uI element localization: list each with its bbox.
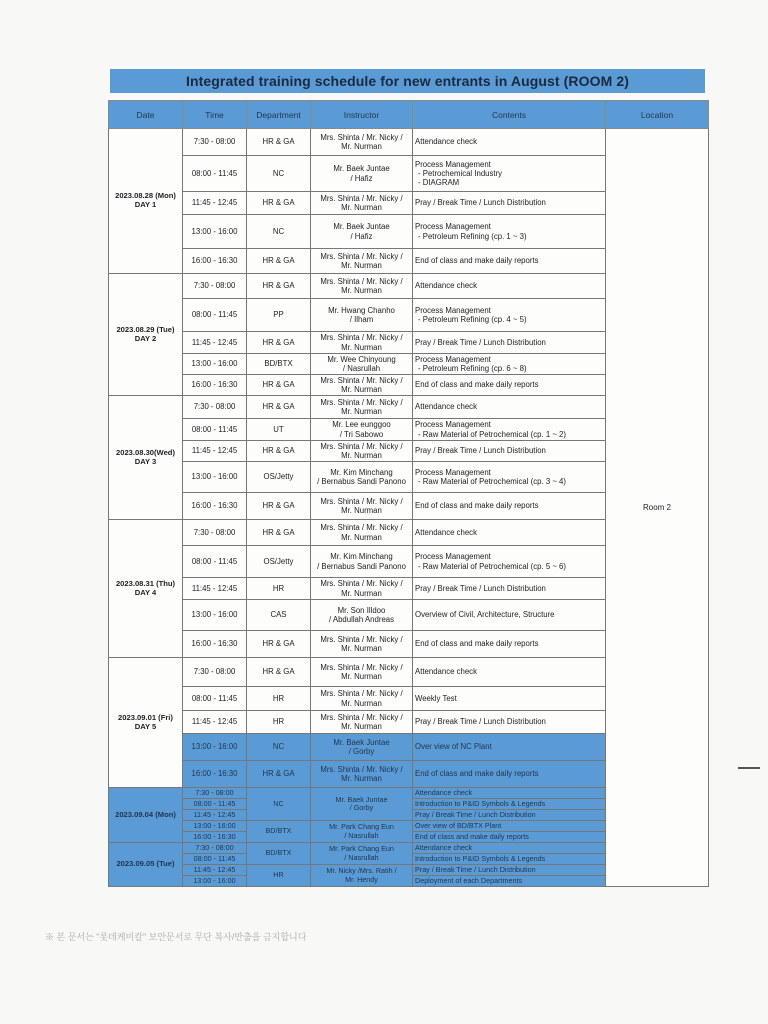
instructor-cell xyxy=(311,631,413,658)
text-line: Attendance check xyxy=(415,281,477,291)
text-line: / Nasrullah xyxy=(342,364,381,373)
date-label: 2023.09.01 (Fri) xyxy=(118,712,173,722)
time-cell: 11:45 - 12:45 xyxy=(183,810,247,821)
time-cell: 08:00 - 11:45 xyxy=(183,687,247,711)
instructor-cell xyxy=(311,299,413,332)
department-cell: HR & GA xyxy=(247,658,311,687)
date-cell: 2023.09.05 (Tue) xyxy=(109,843,183,887)
contents-cell xyxy=(413,761,606,788)
contents-cell xyxy=(413,156,606,192)
table-header-row xyxy=(109,101,709,129)
contents-cell xyxy=(413,462,606,493)
header-instructor: Instructor xyxy=(311,101,413,129)
instructor-cell xyxy=(311,658,413,687)
contents-cell xyxy=(413,687,606,711)
text-line: / Nasrullah xyxy=(344,830,379,840)
date-cell xyxy=(109,274,183,396)
text-line: Process Management xyxy=(415,552,491,562)
text-line: End of class and make daily reports xyxy=(415,256,539,266)
time-cell: 11:45 - 12:45 xyxy=(183,578,247,600)
department-cell: HR & GA xyxy=(247,332,311,354)
instructor-cell xyxy=(311,129,413,156)
contents-cell xyxy=(413,600,606,631)
time-cell: 13:00 - 16:00 xyxy=(183,215,247,249)
time-cell: 16:00 - 16:30 xyxy=(183,761,247,788)
text-line: Overview of Civil, Architecture, Structure xyxy=(415,610,555,620)
text-line: Mr. Baek Juntae xyxy=(333,222,390,232)
text-line: Mr. Baek Juntae xyxy=(335,794,388,804)
text-line: Mrs. Shinta / Mr. Nicky / xyxy=(320,333,403,343)
contents-cell xyxy=(413,658,606,687)
text-line: Mrs. Shinta / Mr. Nicky / xyxy=(320,441,403,451)
text-line: Mrs. Shinta / Mr. Nicky / xyxy=(320,579,403,589)
text-line: End of class and make daily reports xyxy=(415,769,539,779)
text-line: / Gorby xyxy=(349,803,374,812)
department-cell: BD/BTX xyxy=(247,821,311,843)
date-label: 2023.08.28 (Mon) xyxy=(115,191,176,201)
department-cell: HR xyxy=(247,865,311,887)
contents-cell: Attendance check xyxy=(413,788,606,799)
contents-cell xyxy=(413,419,606,441)
instructor-cell xyxy=(311,687,413,711)
text-line: Mr. Hendy xyxy=(345,874,378,884)
contents-cell xyxy=(413,299,606,332)
time-cell: 11:45 - 12:45 xyxy=(183,441,247,462)
text-line: / Bernabus Sandi Panono xyxy=(317,477,406,486)
time-cell: 11:45 - 12:45 xyxy=(183,332,247,354)
instructor-cell xyxy=(311,546,413,578)
time-cell: 7:30 - 08:00 xyxy=(183,788,247,799)
date-label: 2023.08.30(Wed) xyxy=(116,447,175,457)
time-cell: 08:00 - 11:45 xyxy=(183,299,247,332)
text-line: Attendance check xyxy=(415,137,477,147)
instructor-cell xyxy=(311,354,413,375)
date-cell: 2023.09.04 (Mon) xyxy=(109,788,183,843)
text-line: Mr. Nurman xyxy=(341,698,382,708)
department-cell: HR & GA xyxy=(247,520,311,546)
time-cell: 13:00 - 16:00 xyxy=(183,821,247,832)
contents-cell: Over view of BD/BTX Plant xyxy=(413,821,606,832)
text-line: Mr. Kim Minchang xyxy=(330,552,393,562)
text-line: End of class and make daily reports xyxy=(415,639,539,649)
text-line: Mrs. Shinta / Mr. Nicky / xyxy=(320,689,403,699)
text-line: Mrs. Shinta / Mr. Nicky / xyxy=(320,193,403,203)
text-line: - Petroleum Refining (cp. 6 ~ 8) xyxy=(418,364,527,373)
time-cell: 7:30 - 08:00 xyxy=(183,396,247,419)
time-cell: 7:30 - 08:00 xyxy=(183,274,247,299)
text-line: Pray / Break Time / Lunch Distribution xyxy=(415,198,546,208)
time-cell: 16:00 - 16:30 xyxy=(183,493,247,520)
instructor-cell xyxy=(311,462,413,493)
text-line: Mr. Baek Juntae xyxy=(333,164,390,174)
header-department: Department xyxy=(247,101,311,129)
text-line: Mr. Nurman xyxy=(341,286,382,295)
text-line: Mrs. Shinta / Mr. Nicky / xyxy=(320,397,403,407)
department-cell: HR xyxy=(247,711,311,734)
time-cell: 11:45 - 12:45 xyxy=(183,865,247,876)
text-line: - Raw Material of Petrochemical (cp. 1 ~ 2) xyxy=(418,429,566,439)
text-line: Process Management xyxy=(415,222,491,232)
text-line: - Petroleum Refining (cp. 1 ~ 3) xyxy=(418,231,527,241)
text-line: End of class and make daily reports xyxy=(415,501,539,511)
contents-cell xyxy=(413,375,606,396)
text-line: Attendance check xyxy=(415,667,477,677)
contents-cell xyxy=(413,249,606,274)
header-location: Location xyxy=(606,101,709,129)
department-cell: HR & GA xyxy=(247,375,311,396)
text-line: Process Management xyxy=(415,420,491,430)
instructor-cell xyxy=(311,520,413,546)
text-line: Mrs. Shinta / Mr. Nicky / xyxy=(320,662,403,672)
margin-mark xyxy=(738,767,760,769)
contents-cell: Deployment of each Departments xyxy=(413,876,606,887)
day-label: DAY 3 xyxy=(134,456,157,466)
time-cell: 16:00 - 16:30 xyxy=(183,631,247,658)
time-cell: 08:00 - 11:45 xyxy=(183,854,247,865)
date-cell xyxy=(109,658,183,788)
text-line: Pray / Break Time / Lunch Distribution xyxy=(415,583,546,593)
text-line: - Raw Material of Petrochemical (cp. 5 ~ 6) xyxy=(418,561,566,571)
contents-cell xyxy=(413,546,606,578)
time-cell: 11:45 - 12:45 xyxy=(183,192,247,215)
text-line: Mr. Nurman xyxy=(341,342,382,352)
contents-cell: End of class and make daily reports xyxy=(413,832,606,843)
text-line: Process Management xyxy=(415,305,491,315)
text-line: / Tri Sabowo xyxy=(339,429,384,439)
text-line: / Abdullah Andreas xyxy=(328,615,395,624)
department-cell: OS/Jetty xyxy=(247,546,311,578)
contents-cell xyxy=(413,215,606,249)
text-line: - Petroleum Refining (cp. 4 ~ 5) xyxy=(418,315,527,324)
instructor-cell xyxy=(311,249,413,274)
text-line: Mr. Nurman xyxy=(341,385,382,394)
instructor-cell xyxy=(311,441,413,462)
department-cell: HR & GA xyxy=(247,761,311,788)
text-line: Pray / Break Time / Lunch Distribution xyxy=(415,337,546,347)
text-line: - DIAGRAM xyxy=(418,178,460,188)
instructor-cell xyxy=(311,396,413,419)
text-line: Mr. Lee eunggoo xyxy=(332,420,391,430)
text-line: Mrs. Shinta / Mr. Nicky / xyxy=(320,523,403,533)
contents-cell xyxy=(413,493,606,520)
time-cell: 13:00 - 16:00 xyxy=(183,876,247,887)
text-line: Mr. Kim Minchang xyxy=(330,467,393,477)
date-label: 2023.08.31 (Thu) xyxy=(115,578,176,588)
text-line: Process Management xyxy=(415,354,491,364)
time-cell: 13:00 - 16:00 xyxy=(183,354,247,375)
time-cell: 13:00 - 16:00 xyxy=(183,462,247,493)
text-line: Over view of NC Plant xyxy=(415,742,492,752)
instructor-cell xyxy=(311,761,413,788)
text-line: - Raw Material of Petrochemical (cp. 3 ~ 4) xyxy=(418,477,566,486)
time-cell: 11:45 - 12:45 xyxy=(183,711,247,734)
security-footer: ※ 본 문서는 "롯데케미칼" 보안문서로 무단 복사/반출을 금지합니다 xyxy=(45,932,307,942)
header-time: Time xyxy=(183,101,247,129)
contents-cell: Introduction to P&ID Symbols & Legends xyxy=(413,854,606,865)
text-line: Mrs. Shinta / Mr. Nicky / xyxy=(320,375,403,385)
instructor-cell xyxy=(311,734,413,761)
text-line: Pray / Break Time / Lunch Distribution xyxy=(415,717,546,727)
time-cell: 13:00 - 16:00 xyxy=(183,734,247,761)
contents-cell xyxy=(413,631,606,658)
page-title: Integrated training schedule for new entrants in August (ROOM 2) xyxy=(110,69,705,93)
text-line: / Bernabus Sandi Panono xyxy=(317,561,406,571)
text-line: Attendance check xyxy=(415,527,477,537)
text-line: Mr. Nurman xyxy=(341,774,382,783)
instructor-cell xyxy=(311,192,413,215)
instructor-cell xyxy=(311,493,413,520)
time-cell: 7:30 - 08:00 xyxy=(183,129,247,156)
text-line: End of class and make daily reports xyxy=(415,380,539,390)
instructor-cell xyxy=(311,215,413,249)
text-line: Mrs. Shinta / Mr. Nicky / xyxy=(320,496,403,506)
department-cell: UT xyxy=(247,419,311,441)
location-cell: Room 2 xyxy=(606,129,709,887)
contents-cell: Introduction to P&ID Symbols & Legends xyxy=(413,799,606,810)
text-line: Attendance check xyxy=(415,402,477,412)
text-line: Mrs. Shinta / Mr. Nicky / xyxy=(320,276,403,286)
department-cell: BD/BTX xyxy=(247,843,311,865)
time-cell: 08:00 - 11:45 xyxy=(183,546,247,578)
day-label: DAY 1 xyxy=(134,200,157,209)
text-line: Pray / Break Time / Lunch Distribution xyxy=(415,446,546,456)
text-line: Mr. Nurman xyxy=(341,506,382,515)
text-line: / Gorby xyxy=(348,747,375,756)
text-line: / Hafiz xyxy=(350,231,373,241)
time-cell: 08:00 - 11:45 xyxy=(183,799,247,810)
text-line: / Ilham xyxy=(349,315,374,324)
text-line: Mr. Nicky /Mrs. Ratih / xyxy=(326,866,397,876)
department-cell: HR xyxy=(247,687,311,711)
instructor-cell xyxy=(311,156,413,192)
time-cell: 16:00 - 16:30 xyxy=(183,375,247,396)
contents-cell xyxy=(413,578,606,600)
text-line: Mr. Nurman xyxy=(341,203,382,212)
text-line: Mr. Baek Juntae xyxy=(333,737,390,747)
day-label: DAY 4 xyxy=(134,587,157,597)
department-cell: HR & GA xyxy=(247,631,311,658)
text-line: Mr. Son Illdoo xyxy=(337,605,386,615)
contents-cell: Pray / Break Time / Lunch Distribution xyxy=(413,810,606,821)
time-cell: 7:30 - 08:00 xyxy=(183,843,247,854)
text-line: - Petrochemical Industry xyxy=(418,168,503,178)
instructor-cell xyxy=(311,419,413,441)
text-line: Mr. Nurman xyxy=(341,644,382,653)
department-cell: NC xyxy=(247,215,311,249)
text-line: Mr. Nurman xyxy=(341,532,382,542)
instructor-cell xyxy=(311,600,413,631)
contents-cell xyxy=(413,396,606,419)
department-cell: HR & GA xyxy=(247,249,311,274)
department-cell: NC xyxy=(247,788,311,821)
instructor-cell xyxy=(311,788,413,821)
instructor-cell xyxy=(311,843,413,865)
contents-cell: Pray / Break Time / Lunch Distribution xyxy=(413,865,606,876)
department-cell: BD/BTX xyxy=(247,354,311,375)
header-contents: Contents xyxy=(413,101,606,129)
contents-cell xyxy=(413,734,606,761)
department-cell: HR & GA xyxy=(247,192,311,215)
schedule-table xyxy=(108,100,709,887)
text-line: Mr. Hwang Chanho xyxy=(328,305,395,315)
time-cell: 16:00 - 16:30 xyxy=(183,832,247,843)
department-cell: CAS xyxy=(247,600,311,631)
text-line: Process Management xyxy=(415,159,491,169)
time-cell: 7:30 - 08:00 xyxy=(183,520,247,546)
contents-cell xyxy=(413,274,606,299)
text-line: / Hafiz xyxy=(350,173,373,183)
text-line: Mr. Nurman xyxy=(341,261,382,270)
date-cell xyxy=(109,396,183,520)
contents-cell xyxy=(413,520,606,546)
instructor-cell xyxy=(311,578,413,600)
contents-cell xyxy=(413,354,606,375)
instructor-cell xyxy=(311,375,413,396)
text-line: Mr. Nurman xyxy=(341,451,382,460)
contents-cell: Attendance check xyxy=(413,843,606,854)
date-cell xyxy=(109,520,183,658)
text-line: / Nasrullah xyxy=(344,852,379,862)
text-line: Weekly Test xyxy=(415,693,457,703)
department-cell: HR & GA xyxy=(247,129,311,156)
time-cell: 7:30 - 08:00 xyxy=(183,658,247,687)
time-cell: 16:00 - 16:30 xyxy=(183,249,247,274)
department-cell: PP xyxy=(247,299,311,332)
instructor-cell xyxy=(311,274,413,299)
table-row xyxy=(109,129,709,156)
text-line: Mr. Park Chang Eun xyxy=(329,822,394,832)
department-cell: NC xyxy=(247,734,311,761)
contents-cell xyxy=(413,129,606,156)
text-line: Mrs. Shinta / Mr. Nicky / xyxy=(320,634,403,644)
text-line: Mr. Nurman xyxy=(341,588,382,598)
text-line: Mrs. Shinta / Mr. Nicky / xyxy=(320,764,403,774)
time-cell: 13:00 - 16:00 xyxy=(183,600,247,631)
text-line: Mr. Park Chang Eun xyxy=(329,844,394,854)
department-cell: HR & GA xyxy=(247,396,311,419)
department-cell: HR & GA xyxy=(247,493,311,520)
text-line: Mr. Nurman xyxy=(341,407,382,416)
day-label: DAY 2 xyxy=(134,333,157,343)
day-label: DAY 5 xyxy=(134,721,157,731)
instructor-cell xyxy=(311,332,413,354)
department-cell: OS/Jetty xyxy=(247,462,311,493)
text-line: Mrs. Shinta / Mr. Nicky / xyxy=(320,132,403,142)
contents-cell xyxy=(413,441,606,462)
contents-cell xyxy=(413,192,606,215)
date-label: 2023.08.29 (Tue) xyxy=(116,324,175,334)
department-cell: HR & GA xyxy=(247,441,311,462)
time-cell: 08:00 - 11:45 xyxy=(183,156,247,192)
text-line: Mr. Nurman xyxy=(341,672,382,681)
department-cell: HR & GA xyxy=(247,274,311,299)
department-cell: HR xyxy=(247,578,311,600)
contents-cell xyxy=(413,332,606,354)
text-line: Process Management xyxy=(415,467,491,477)
contents-cell xyxy=(413,711,606,734)
text-line: Mrs. Shinta / Mr. Nicky / xyxy=(320,251,403,261)
text-line: Mr. Nurman xyxy=(341,142,382,151)
date-cell xyxy=(109,129,183,274)
instructor-cell xyxy=(311,821,413,843)
department-cell: NC xyxy=(247,156,311,192)
text-line: Mr. Wee Chinyoung xyxy=(327,354,396,364)
time-cell: 08:00 - 11:45 xyxy=(183,419,247,441)
instructor-cell xyxy=(311,711,413,734)
header-date: Date xyxy=(109,101,183,129)
text-line: Mr. Nurman xyxy=(341,722,382,731)
instructor-cell xyxy=(311,865,413,887)
text-line: Mrs. Shinta / Mr. Nicky / xyxy=(320,712,403,722)
